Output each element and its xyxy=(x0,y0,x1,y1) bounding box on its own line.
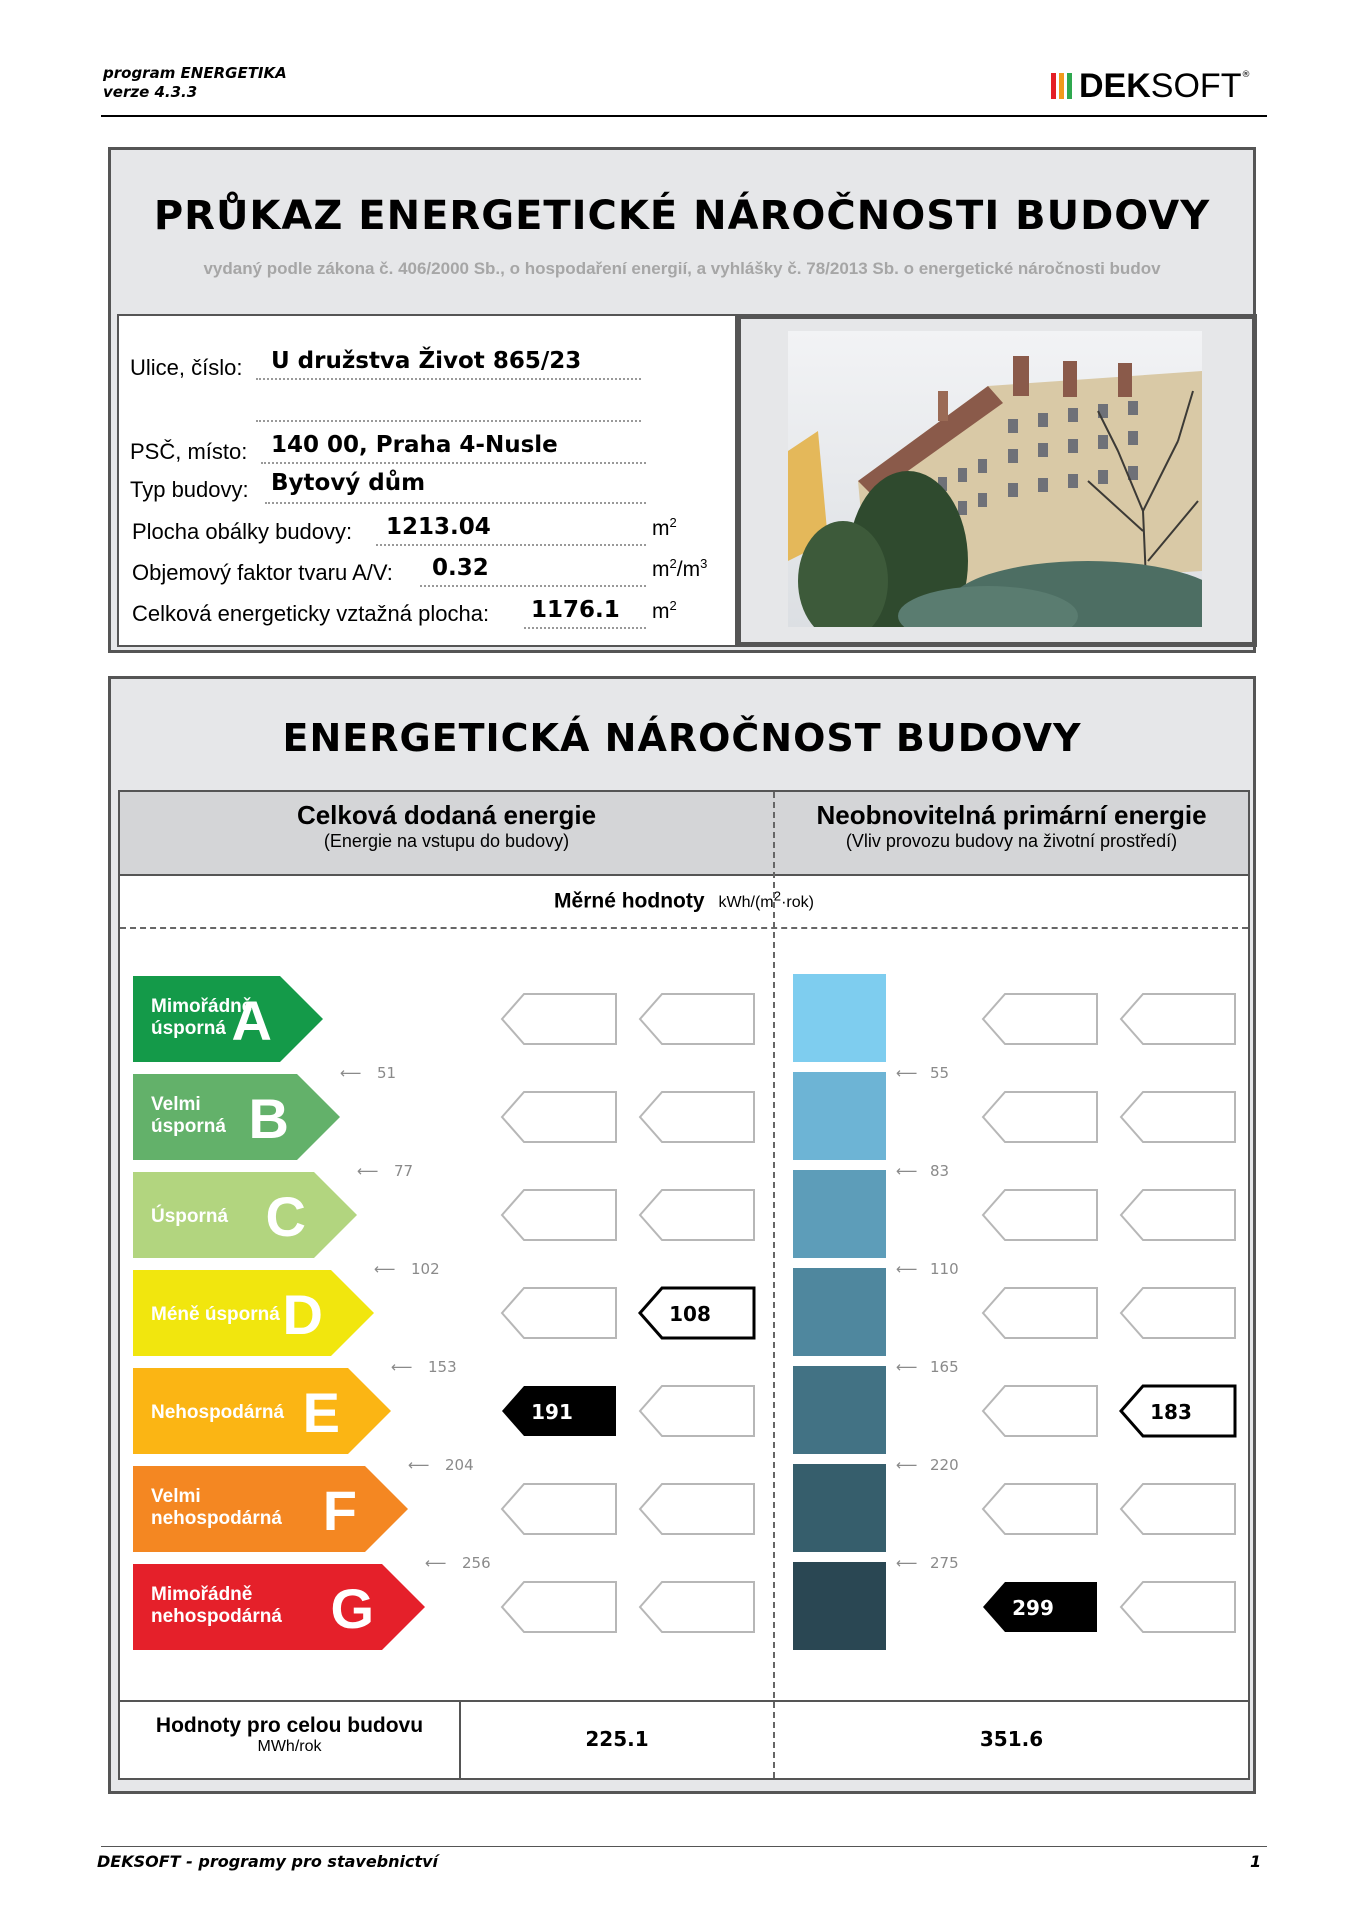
primary-col1-e-placeholder xyxy=(983,1386,1097,1436)
street-label: Ulice, číslo: xyxy=(130,355,243,380)
class-label-b-line2: úsporná xyxy=(151,1116,226,1137)
delivered-threshold-value: 153 xyxy=(428,1358,457,1376)
certificate-title: PRŮKAZ ENERGETICKÉ NÁROČNOSTI BUDOVY xyxy=(153,193,1211,239)
envelope-label: Plocha obálky budovy: xyxy=(132,519,353,544)
delivered-energy-subtitle: (Energie na vstupu do budovy) xyxy=(323,831,570,851)
primary-threshold-arrow: ⟵ xyxy=(896,1456,918,1474)
class-label-g-line2: nehospodárná xyxy=(151,1606,282,1627)
totals-label-cell xyxy=(120,1700,461,1778)
class-letter-g: G xyxy=(330,1577,374,1640)
totals-primary-value: 351.6 xyxy=(979,1727,1044,1751)
envelope-unit: $m^2$ xyxy=(652,515,677,540)
class-label-a-line2: úsporná xyxy=(151,1018,226,1039)
footer-company: DEKSOFT - programy pro stavebnictví xyxy=(97,1852,439,1871)
primary-col1-d-placeholder xyxy=(983,1288,1097,1338)
primary-energy-subtitle: (Vliv provozu budovy na životní prostředí) xyxy=(845,831,1178,851)
primary-col1-c-placeholder xyxy=(983,1190,1097,1240)
footer-rule xyxy=(101,1846,1267,1847)
primary-bar-segment-b xyxy=(793,1072,886,1160)
type-label: Typ budovy: xyxy=(130,477,249,502)
specific-values-label: Měrné hodnoty xyxy=(554,889,705,913)
envelope-value: 1213.04 xyxy=(386,514,491,540)
primary-col1-b-placeholder xyxy=(983,1092,1097,1142)
delivered-threshold-value: 51 xyxy=(377,1064,397,1082)
delivered-threshold-value: 256 xyxy=(462,1554,491,1572)
primary-bar-segment-e xyxy=(793,1366,886,1454)
class-label-d: Méně úsporná xyxy=(151,1304,280,1325)
primary-col1-a-placeholder xyxy=(983,994,1097,1044)
primary-threshold-value: 275 xyxy=(930,1554,959,1572)
delivered-energy-title: Celková dodaná energie xyxy=(296,800,597,830)
primary-threshold-value: 55 xyxy=(930,1064,950,1082)
delivered-threshold-value: 77 xyxy=(394,1162,414,1180)
psc-label: PSČ, místo: xyxy=(130,439,248,464)
delivered-threshold-arrow: ⟵ xyxy=(425,1554,447,1572)
primary-threshold-arrow: ⟵ xyxy=(896,1064,918,1082)
shape-factor-value: 0.32 xyxy=(432,555,489,581)
class-label-f-line1: Velmi xyxy=(151,1486,201,1507)
primary-energy-title: Neobnovitelná primární energie xyxy=(816,800,1207,830)
primary-bar-segment-a xyxy=(793,974,886,1062)
primary-threshold-arrow: ⟵ xyxy=(896,1260,918,1278)
delivered-threshold-arrow: ⟵ xyxy=(408,1456,430,1474)
delivered-col2-e-placeholder xyxy=(640,1386,754,1436)
shape-factor-unit: $m^2/m^3$ xyxy=(652,556,708,581)
primary-threshold-value: 110 xyxy=(930,1260,959,1278)
reference-area-unit: $m^2$ xyxy=(652,598,677,623)
class-label-e: Nehospodárná xyxy=(151,1402,285,1423)
page-number: 1 xyxy=(1250,1852,1262,1871)
delivered-threshold-arrow: ⟵ xyxy=(374,1260,396,1278)
type-value: Bytový dům xyxy=(271,470,426,496)
primary-col2-a-placeholder xyxy=(1121,994,1235,1044)
primary-bar-segment-f xyxy=(793,1464,886,1552)
delivered-col2-value: 108 xyxy=(669,1302,711,1326)
class-label-a-line1: Mimořádně xyxy=(151,996,253,1017)
primary-threshold-value: 220 xyxy=(930,1456,959,1474)
delivered-threshold-arrow: ⟵ xyxy=(357,1162,379,1180)
totals-delivered-value: 225.1 xyxy=(585,1727,649,1751)
delivered-col2-f-placeholder xyxy=(640,1484,754,1534)
delivered-col2-c-placeholder xyxy=(640,1190,754,1240)
totals-label: Hodnoty pro celou budovu xyxy=(155,1714,424,1737)
certificate-subtitle: vydaný podle zákona č. 406/2000 Sb., o hospodaření energií, a vyhlášky č. 78/2013 Sb. o energetické náročnosti budov xyxy=(203,259,1161,278)
rating-title: ENERGETICKÁ NÁROČNOST BUDOVY xyxy=(282,716,1082,760)
delivered-threshold-value: 204 xyxy=(445,1456,474,1474)
primary-threshold-value: 165 xyxy=(930,1358,959,1376)
primary-col1-value: 299 xyxy=(1012,1596,1054,1620)
class-letter-e: E xyxy=(302,1381,340,1444)
primary-col2-b-placeholder xyxy=(1121,1092,1235,1142)
registered-mark-icon: ® xyxy=(1241,70,1251,80)
primary-col1-f-placeholder xyxy=(983,1484,1097,1534)
primary-threshold-arrow: ⟵ xyxy=(896,1358,918,1376)
delivered-col2-g-placeholder xyxy=(640,1582,754,1632)
delivered-threshold-arrow: ⟵ xyxy=(340,1064,362,1082)
reference-area-label: Celková energeticky vztažná plocha: xyxy=(132,601,490,626)
primary-bar-segment-c xyxy=(793,1170,886,1258)
class-letter-f: F xyxy=(322,1479,357,1542)
specific-values-unit: kWh/$(m^2\cdot rok)$ xyxy=(718,889,814,912)
delivered-threshold-value: 102 xyxy=(411,1260,440,1278)
shape-factor-label: Objemový faktor tvaru A/V: xyxy=(132,560,393,585)
class-letter-d: D xyxy=(282,1283,323,1346)
delivered-col2-b-placeholder xyxy=(640,1092,754,1142)
delivered-col1-a-placeholder xyxy=(502,994,616,1044)
psc-value: 140 00, Praha 4-Nusle xyxy=(271,432,558,458)
delivered-col1-c-placeholder xyxy=(502,1190,616,1240)
primary-threshold-value: 83 xyxy=(930,1162,950,1180)
primary-col2-value: 183 xyxy=(1150,1400,1192,1424)
primary-col2-d-placeholder xyxy=(1121,1288,1235,1338)
class-letter-c: C xyxy=(265,1185,306,1248)
program-name: program ENERGETIKA xyxy=(103,64,287,82)
delivered-col1-d-placeholder xyxy=(502,1288,616,1338)
primary-col2-f-placeholder xyxy=(1121,1484,1235,1534)
street-value: U družstva Život 865/23 xyxy=(271,348,582,374)
delivered-col1-value: 191 xyxy=(531,1400,573,1424)
primary-col2-g-placeholder xyxy=(1121,1582,1235,1632)
class-label-b-line1: Velmi xyxy=(151,1094,201,1115)
reference-area-value: 1176.1 xyxy=(531,597,620,623)
delivered-col2-a-placeholder xyxy=(640,994,754,1044)
primary-col2-c-placeholder xyxy=(1121,1190,1235,1240)
class-label-f-line2: nehospodárná xyxy=(151,1508,282,1529)
delivered-col1-b-placeholder xyxy=(502,1092,616,1142)
class-letter-b: B xyxy=(248,1087,289,1150)
class-letter-a: A xyxy=(231,989,272,1052)
primary-threshold-arrow: ⟵ xyxy=(896,1162,918,1180)
totals-unit: MWh/rok xyxy=(257,1738,322,1755)
delivered-col1-g-placeholder xyxy=(502,1582,616,1632)
delivered-threshold-arrow: ⟵ xyxy=(391,1358,413,1376)
primary-threshold-arrow: ⟵ xyxy=(896,1554,918,1572)
primary-bar-segment-g xyxy=(793,1562,886,1650)
class-label-c: Úsporná xyxy=(151,1206,229,1227)
delivered-col1-f-placeholder xyxy=(502,1484,616,1534)
program-version: verze 4.3.3 xyxy=(103,83,198,101)
logo-text-light: SOFT xyxy=(1150,66,1242,105)
primary-bar-segment-d xyxy=(793,1268,886,1356)
class-label-g-line1: Mimořádně xyxy=(151,1584,253,1605)
logo-text-bold: DEK xyxy=(1079,66,1151,105)
